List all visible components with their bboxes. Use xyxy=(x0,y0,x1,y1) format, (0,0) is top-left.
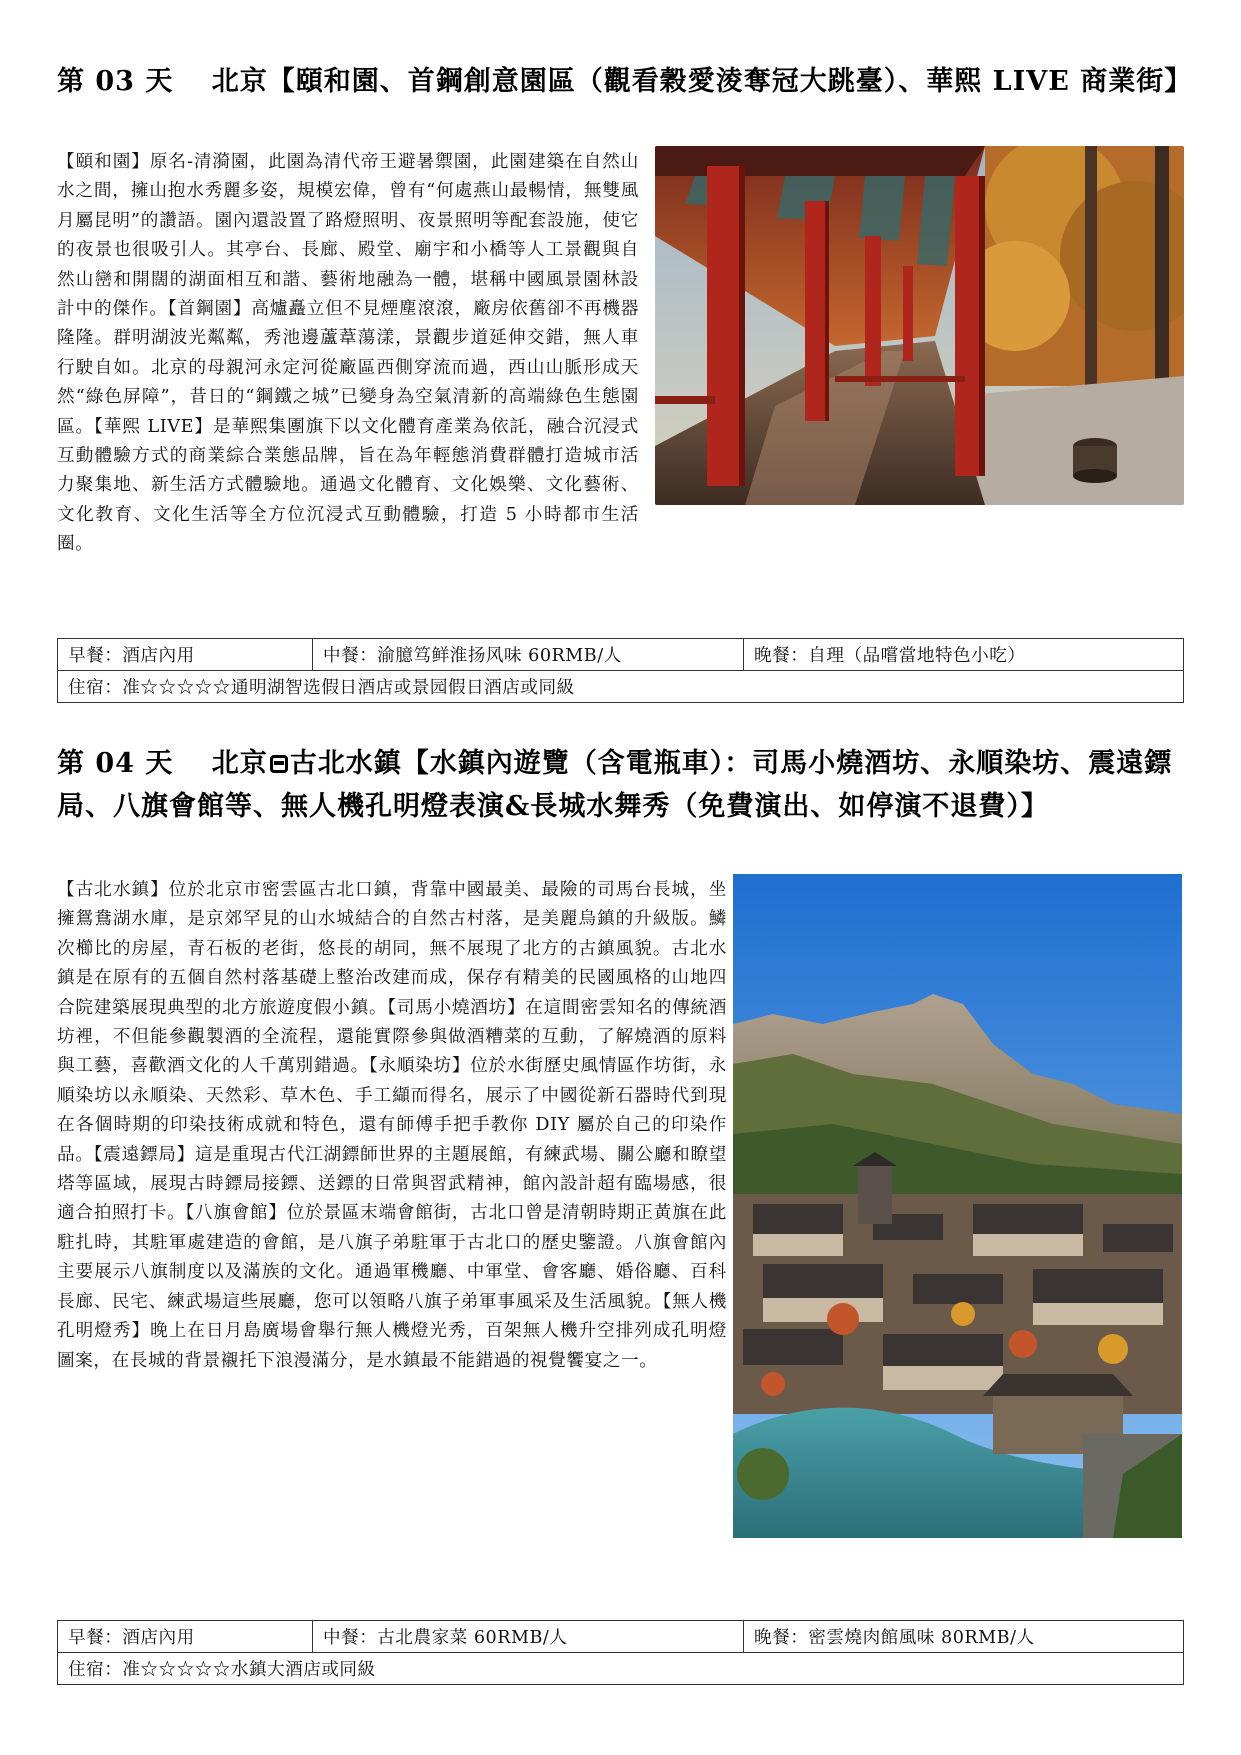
day4-meal-table xyxy=(57,1620,1184,1685)
day4-hotel: 住宿：准☆☆☆☆☆水鎮大酒店或同級 xyxy=(58,1653,1184,1685)
bus-icon xyxy=(270,755,288,773)
day4-meal-row xyxy=(58,1621,1184,1653)
day3-hotel-row xyxy=(58,671,1184,703)
day4-paragraph: 【古北水鎮】位於北京市密雲區古北口鎮，背靠中國最美、最險的司馬台長城，坐擁鴛鴦湖水庫，是京郊罕見的山水城結合的自然古村落，是美麗烏鎮的升級版。鱗次櫛比的房屋，青石板的老街，悠長的胡同，無不展現了北方的古鎮風貌。古北水鎮是在原有的五個自然村落基礎上整治改建而成，保存有精美的民國風格的山地四合院建築展現典型的北方旅遊度假小鎮。【司馬小燒酒坊】在這間密雲知名的傳統酒坊裡，不但能參觀製酒的全流程，還能實際參與做酒糟菜的互動，了解燒酒的原料與工藝，喜歡酒文化的人千萬別錯過。【永順染坊】位於水街歷史風情區作坊街，永順染坊以永順染、天然彩、草木色、手工纈而得名，展示了中國從新石器時代到現在各個時期的印染技術成就和特色，還有師傅手把手教你 DIY 屬於自己的印染作品。【震遠鏢局】這是重現古代江湖鏢師世界的主題展館，有練武場、關公廳和瞭望塔等區域，展現古時鏢局接鏢、送鏢的日常與習武精神，館內設計超有臨場感，很適合拍照打卡。【八旗會館】位於景區末端會館街，古北口曾是清朝時期正黃旗在此駐扎時，其駐軍處建造的會館，是八旗子弟駐軍于古北口的歷史鑒證。八旗會館內主要展示八旗制度以及滿族的文化。通過軍機廳、中軍堂、會客廳、婚俗廳、百科長廊、民宅、練武場這些展廳，您可以領略八旗子弟軍事風采及生活風貌。【無人機孔明燈秀】晚上在日月島廣場會舉行無人機燈光秀，百架無人機升空排列成孔明燈圖案，在長城的背景襯托下浪漫滿分，是水鎮最不能錯過的視覺饗宴之一。 xyxy=(57,880,727,1371)
day3-hotel: 住宿：准☆☆☆☆☆通明湖智选假日酒店或景园假日酒店或同級 xyxy=(58,671,1184,703)
day3-meal-table xyxy=(57,638,1184,703)
day3-meal-row xyxy=(58,639,1184,671)
day3-lunch: 中餐：渝臆笃鲜淮扬风味 60RMB/人 xyxy=(313,639,744,671)
day3-breakfast: 早餐：酒店內用 xyxy=(58,639,313,671)
day3-description xyxy=(57,148,1185,560)
photo-spacer xyxy=(639,148,1185,510)
day3-paragraph: 【頤和園】原名-清漪園，此園為清代帝王避暑禦園，此園建築在自然山水之間，擁山抱水秀麗多姿，規模宏偉，曾有“何處燕山最暢情，無雙風月屬昆明”的讚語。園內還設置了路燈照明、夜景照明等配套設施，使它的夜景也很吸引人。其亭台、長廊、殿堂、廟宇和小橋等人工景觀與自然山巒和開闊的湖面相互和諧、藝術地融為一體，堪稱中國風景園林設計中的傑作。【首鋼園】高爐矗立但不見煙塵滾滾，廠房依舊卻不再機器隆隆。群明湖波光粼粼，秀池邊蘆葦蕩漾，景觀步道延伸交錯，無人車行駛自如。北京的母親河永定河從廠區西側穿流而過，西山山脈形成天然“綠色屏障”，昔日的“鋼鐵之城”已變身為空氣清新的高端綠色生態園區。【華熙 LIVE】是華熙集團旗下以文化體育產業為依託，融合沉浸式互動體驗方式的商業綜合業態品牌，旨在為年輕態消費群體打造城市活力聚集地、新生活方式體驗地。通過文化體育、文化娛樂、文化藝術、文化教育、文化生活等全方位沉浸式互動體驗，打造 5 小時都市生活圈。 xyxy=(57,152,639,555)
day4-hotel-row xyxy=(58,1653,1184,1685)
day4-title xyxy=(57,742,1187,828)
day4-lunch: 中餐：古北農家菜 60RMB/人 xyxy=(313,1621,744,1653)
day4-description xyxy=(57,876,1185,1552)
day4-breakfast: 早餐：酒店內用 xyxy=(58,1621,313,1653)
day4-dinner: 晚餐：密雲燒肉館風味 80RMB/人 xyxy=(744,1621,1184,1653)
day4-title-prefix: 第 04 天 北京 xyxy=(57,748,268,779)
day4-title-suffix: 古北水鎮【水鎮內遊覽（含電瓶車）：司馬小燒酒坊、永順染坊、震遠鏢局、八旗會館等、無人機孔明燈表演&長城水舞秀（免費演出、如停演不退費）】 xyxy=(57,748,1173,822)
photo-spacer xyxy=(727,876,1185,1552)
day3-title: 第 03 天 北京【頤和園、首鋼創意園區（觀看穀愛淩奪冠大跳臺）、華熙 LIVE 商業街】 xyxy=(57,66,1193,97)
day3-dinner: 晚餐：自理（品嚐當地特色小吃） xyxy=(744,639,1184,671)
